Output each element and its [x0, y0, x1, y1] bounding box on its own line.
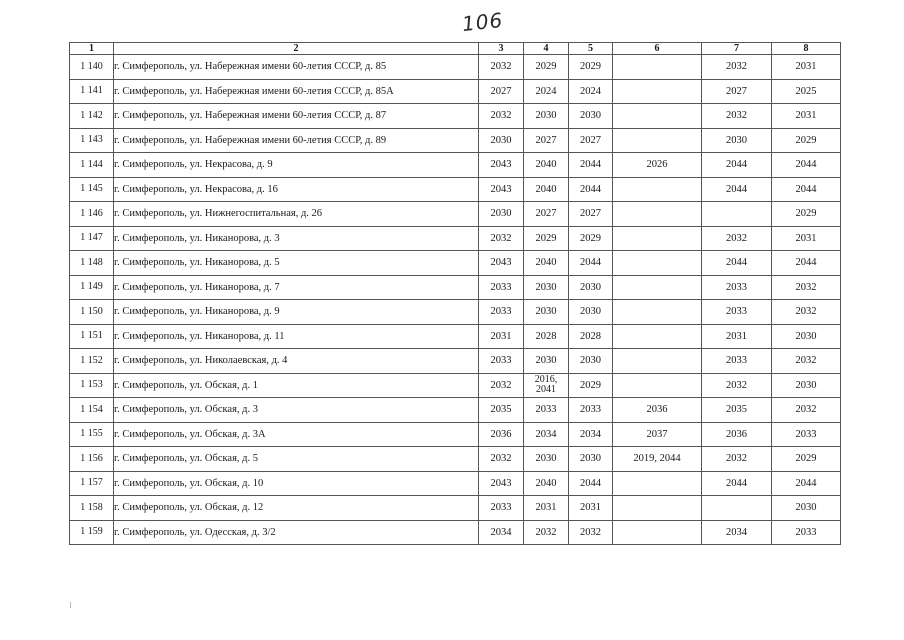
year-cell-col8: 2029: [772, 447, 841, 472]
year-cell-col7: 2032: [702, 55, 772, 80]
table-row: [70, 447, 841, 472]
table-row: [70, 55, 841, 80]
year-cell-col3: 2036: [479, 422, 524, 447]
year-cell-col5: 2027: [569, 128, 613, 153]
year-cell-col7: 2033: [702, 349, 772, 374]
row-number-cell: 1 148: [70, 251, 114, 276]
table-row: [70, 128, 841, 153]
year-cell-col6: [613, 104, 702, 129]
year-cell-col8: 2044: [772, 251, 841, 276]
year-cell-col5: 2030: [569, 447, 613, 472]
address-cell: г. Симферополь, ул. Набережная имени 60-летия СССР, д. 85: [114, 55, 479, 80]
year-cell-col3: 2034: [479, 520, 524, 545]
year-cell-col4: 2030: [524, 300, 569, 325]
row-number-cell: 1 142: [70, 104, 114, 129]
housing-repair-schedule-table: [69, 42, 841, 545]
year-cell-col8: 2031: [772, 55, 841, 80]
year-cell-col4: 2040: [524, 177, 569, 202]
address-cell: г. Симферополь, ул. Никанорова, д. 11: [114, 324, 479, 349]
year-cell-col6: [613, 79, 702, 104]
year-cell-col6: [613, 177, 702, 202]
year-cell-col8: 2030: [772, 324, 841, 349]
table-row: [70, 398, 841, 423]
column-header: 5: [569, 43, 613, 55]
year-cell-col4: 2029: [524, 226, 569, 251]
year-cell-col6: [613, 471, 702, 496]
year-cell-col3: 2033: [479, 496, 524, 521]
address-cell: г. Симферополь, ул. Некрасова, д. 9: [114, 153, 479, 178]
year-cell-col4: 2032: [524, 520, 569, 545]
table-row: [70, 300, 841, 325]
year-cell-col7: 2032: [702, 226, 772, 251]
table-row: [70, 471, 841, 496]
year-cell-col3: 2030: [479, 202, 524, 227]
year-cell-col7: [702, 202, 772, 227]
year-cell-col5: 2044: [569, 177, 613, 202]
year-cell-col4: 2030: [524, 275, 569, 300]
year-cell-col6: 2026: [613, 153, 702, 178]
year-cell-col5: 2029: [569, 373, 613, 398]
year-cell-col7: 2044: [702, 153, 772, 178]
year-cell-col4: 2040: [524, 471, 569, 496]
year-cell-col5: 2031: [569, 496, 613, 521]
year-cell-col3: 2030: [479, 128, 524, 153]
year-cell-col8: 2032: [772, 275, 841, 300]
table-row: [70, 496, 841, 521]
year-cell-col3: 2033: [479, 275, 524, 300]
year-value: 2016, 2041: [534, 374, 558, 396]
row-number-cell: 1 149: [70, 275, 114, 300]
year-cell-col7: 2036: [702, 422, 772, 447]
table-row: [70, 349, 841, 374]
row-number-cell: 1 146: [70, 202, 114, 227]
row-number-cell: 1 155: [70, 422, 114, 447]
year-cell-col6: [613, 128, 702, 153]
year-cell-col8: 2032: [772, 398, 841, 423]
row-number-cell: 1 158: [70, 496, 114, 521]
year-cell-col3: 2033: [479, 349, 524, 374]
row-number-cell: 1 143: [70, 128, 114, 153]
year-cell-col6: [613, 324, 702, 349]
table-row: [70, 104, 841, 129]
year-cell-col8: 2031: [772, 104, 841, 129]
table-row: [70, 422, 841, 447]
year-cell-col7: 2027: [702, 79, 772, 104]
year-cell-col8: 2044: [772, 153, 841, 178]
year-cell-col5: 2027: [569, 202, 613, 227]
address-cell: г. Симферополь, ул. Обская, д. 3А: [114, 422, 479, 447]
year-cell-col7: 2032: [702, 104, 772, 129]
year-cell-col3: 2032: [479, 373, 524, 398]
year-cell-col5: 2044: [569, 251, 613, 276]
year-cell-col6: [613, 496, 702, 521]
column-header: 3: [479, 43, 524, 55]
year-cell-col5: 2044: [569, 153, 613, 178]
year-cell-col8: 2030: [772, 373, 841, 398]
year-cell-col7: 2032: [702, 373, 772, 398]
year-cell-col4: 2027: [524, 128, 569, 153]
year-cell-col8: 2032: [772, 349, 841, 374]
year-cell-col8: 2025: [772, 79, 841, 104]
year-cell-col5: 2028: [569, 324, 613, 349]
year-cell-col8: 2031: [772, 226, 841, 251]
row-number-cell: 1 153: [70, 373, 114, 398]
table-row: [70, 153, 841, 178]
year-cell-col6: [613, 349, 702, 374]
year-cell-col3: 2035: [479, 398, 524, 423]
year-cell-col8: 2032: [772, 300, 841, 325]
year-cell-col7: [702, 496, 772, 521]
year-cell-col3: 2032: [479, 104, 524, 129]
column-header: 1: [70, 43, 114, 55]
page-number: 106: [460, 7, 505, 37]
year-cell-col3: 2043: [479, 251, 524, 276]
year-cell-col3: 2032: [479, 226, 524, 251]
year-cell-col5: 2032: [569, 520, 613, 545]
address-cell: г. Симферополь, ул. Нижнегоспитальная, д. 26: [114, 202, 479, 227]
year-cell-col8: 2033: [772, 520, 841, 545]
year-cell-col6: [613, 275, 702, 300]
table-row: [70, 373, 841, 398]
year-cell-col3: 2032: [479, 447, 524, 472]
year-cell-col4: 2033: [524, 398, 569, 423]
year-cell-col6: [613, 251, 702, 276]
row-number-cell: 1 152: [70, 349, 114, 374]
row-number-cell: 1 147: [70, 226, 114, 251]
column-header: 8: [772, 43, 841, 55]
year-cell-col8: 2033: [772, 422, 841, 447]
address-cell: г. Симферополь, ул. Обская, д. 12: [114, 496, 479, 521]
year-cell-col8: 2030: [772, 496, 841, 521]
year-cell-col5: 2024: [569, 79, 613, 104]
year-cell-col6: [613, 300, 702, 325]
year-cell-col5: 2034: [569, 422, 613, 447]
year-cell-col4: 2029: [524, 55, 569, 80]
year-cell-col7: 2030: [702, 128, 772, 153]
year-cell-col7: 2044: [702, 177, 772, 202]
year-cell-col3: 2027: [479, 79, 524, 104]
address-cell: г. Симферополь, ул. Набережная имени 60-летия СССР, д. 87: [114, 104, 479, 129]
row-number-cell: 1 159: [70, 520, 114, 545]
address-cell: г. Симферополь, ул. Обская, д. 5: [114, 447, 479, 472]
address-cell: г. Симферополь, ул. Одесская, д. 3/2: [114, 520, 479, 545]
year-cell-col4: 2034: [524, 422, 569, 447]
table-row: [70, 226, 841, 251]
year-cell-col6: [613, 226, 702, 251]
year-cell-col4: 2031: [524, 496, 569, 521]
year-cell-col3: 2032: [479, 55, 524, 80]
year-cell-col4: 2030: [524, 447, 569, 472]
column-header: 4: [524, 43, 569, 55]
address-cell: г. Симферополь, ул. Обская, д. 10: [114, 471, 479, 496]
year-cell-col4: 2040: [524, 251, 569, 276]
year-cell-col8: 2044: [772, 177, 841, 202]
year-cell-col4: 2027: [524, 202, 569, 227]
year-cell-col3: 2043: [479, 177, 524, 202]
year-cell-col4: 2028: [524, 324, 569, 349]
year-cell-col6: 2019, 2044: [613, 447, 702, 472]
address-cell: г. Симферополь, ул. Никанорова, д. 3: [114, 226, 479, 251]
year-cell-col5: 2030: [569, 300, 613, 325]
year-cell-col5: 2030: [569, 104, 613, 129]
year-cell-col5: 2033: [569, 398, 613, 423]
table-row: [70, 324, 841, 349]
row-number-cell: 1 141: [70, 79, 114, 104]
year-cell-col4: 2030: [524, 104, 569, 129]
row-number-cell: 1 150: [70, 300, 114, 325]
year-cell-col8: 2029: [772, 128, 841, 153]
year-cell-col7: 2033: [702, 275, 772, 300]
table-row: [70, 251, 841, 276]
year-cell-col3: 2033: [479, 300, 524, 325]
row-number-cell: 1 156: [70, 447, 114, 472]
address-cell: г. Симферополь, ул. Обская, д. 1: [114, 373, 479, 398]
year-cell-col3: 2043: [479, 153, 524, 178]
column-header: 2: [114, 43, 479, 55]
year-cell-col7: 2035: [702, 398, 772, 423]
scan-artifact: [70, 602, 71, 608]
row-number-cell: 1 145: [70, 177, 114, 202]
year-cell-col4: 2030: [524, 349, 569, 374]
column-header: 7: [702, 43, 772, 55]
year-cell-col3: 2043: [479, 471, 524, 496]
year-cell-col6: [613, 373, 702, 398]
year-cell-col8: 2044: [772, 471, 841, 496]
year-cell-col4: 2040: [524, 153, 569, 178]
row-number-cell: 1 140: [70, 55, 114, 80]
row-number-cell: 1 157: [70, 471, 114, 496]
year-cell-col4: [524, 373, 569, 398]
address-cell: г. Симферополь, ул. Набережная имени 60-летия СССР, д. 89: [114, 128, 479, 153]
row-number-cell: 1 151: [70, 324, 114, 349]
header-row: [70, 43, 841, 55]
address-cell: г. Симферополь, ул. Никанорова, д. 5: [114, 251, 479, 276]
year-cell-col6: [613, 520, 702, 545]
year-cell-col5: 2029: [569, 226, 613, 251]
year-cell-col6: [613, 55, 702, 80]
table-row: [70, 202, 841, 227]
year-cell-col8: 2029: [772, 202, 841, 227]
year-cell-col5: 2030: [569, 349, 613, 374]
column-header: 6: [613, 43, 702, 55]
year-cell-col7: 2044: [702, 251, 772, 276]
address-cell: г. Симферополь, ул. Никанорова, д. 7: [114, 275, 479, 300]
year-cell-col7: 2031: [702, 324, 772, 349]
year-cell-col6: 2037: [613, 422, 702, 447]
year-cell-col7: 2032: [702, 447, 772, 472]
year-cell-col6: 2036: [613, 398, 702, 423]
table-row: [70, 79, 841, 104]
year-cell-col3: 2031: [479, 324, 524, 349]
year-cell-col4: 2024: [524, 79, 569, 104]
row-number-cell: 1 144: [70, 153, 114, 178]
table-row: [70, 275, 841, 300]
address-cell: г. Симферополь, ул. Николаевская, д. 4: [114, 349, 479, 374]
address-cell: г. Симферополь, ул. Некрасова, д. 16: [114, 177, 479, 202]
year-cell-col6: [613, 202, 702, 227]
year-cell-col5: 2030: [569, 275, 613, 300]
address-cell: г. Симферополь, ул. Набережная имени 60-летия СССР, д. 85А: [114, 79, 479, 104]
year-cell-col7: 2044: [702, 471, 772, 496]
year-cell-col5: 2029: [569, 55, 613, 80]
table-row: [70, 177, 841, 202]
year-cell-col5: 2044: [569, 471, 613, 496]
address-cell: г. Симферополь, ул. Обская, д. 3: [114, 398, 479, 423]
year-cell-col7: 2033: [702, 300, 772, 325]
table-row: [70, 520, 841, 545]
row-number-cell: 1 154: [70, 398, 114, 423]
year-cell-col7: 2034: [702, 520, 772, 545]
address-cell: г. Симферополь, ул. Никанорова, д. 9: [114, 300, 479, 325]
